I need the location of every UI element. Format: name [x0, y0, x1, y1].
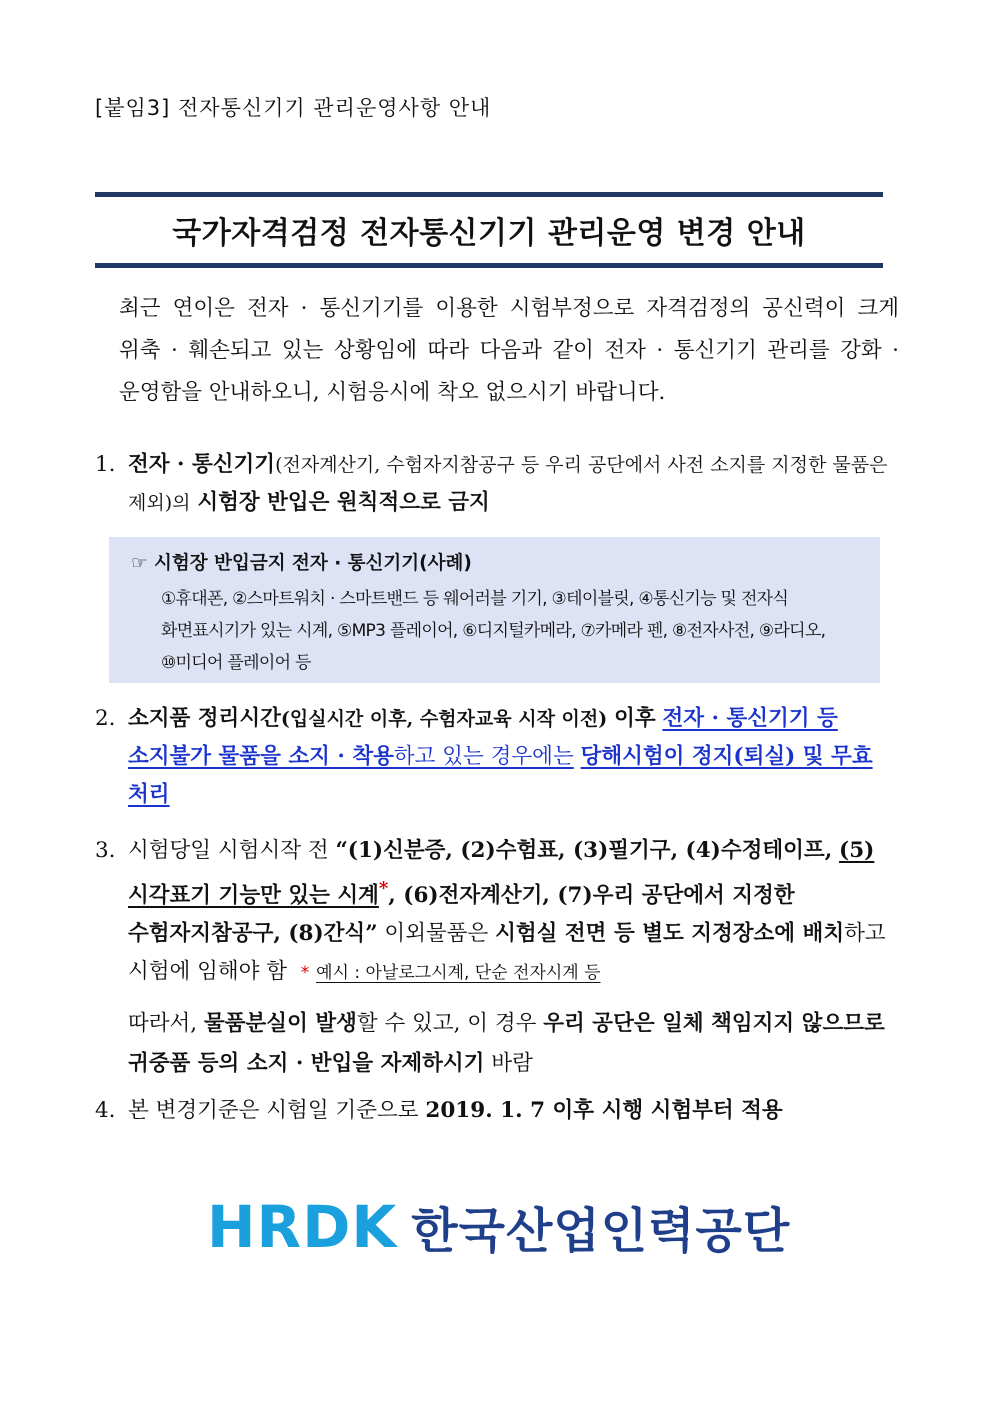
item4-text-a: 본 변경기준은 시험일 기준으로	[128, 1098, 419, 1123]
logo-english: HRDK	[207, 1192, 398, 1261]
item-1	[95, 446, 899, 522]
item3-star: *	[378, 878, 389, 899]
item1-bold-b: 시험장 반입은 원칙적으로 금지	[197, 490, 490, 515]
item-number: 4.	[95, 1098, 116, 1123]
logo-korean: 한국산업인력공단	[411, 1203, 791, 1259]
item-number: 2.	[95, 706, 116, 731]
note-star: *	[300, 963, 310, 984]
item3-p2-b: 할 수 있고, 이 경우	[356, 1011, 537, 1037]
example-box-list: ①휴대폰, ②스마트워치 · 스마트밴드 등 웨어러블 기기, ③테이블릿, ④통신기능 및 전자식 화면표시기가 있는 시계, ⑤MP3 플레이어, ⑥디지털카메라, ⑦카메라 펜, ⑧전자사전, ⑨라디오, ⑩미디어 플레이어 등	[161, 589, 826, 673]
item3-p2-c: 바람	[491, 1051, 533, 1077]
item3-p2-bold-b: 우리 공단은 일체 책임지지 않으므로 귀중품 등의 소지 · 반입을 자제하시기	[128, 1011, 885, 1077]
item1-paren: (전자계산기, 수험자지참공구 등 우리 공단에서 사전 소지를 지정한 물품은 제외)의	[128, 454, 888, 514]
item2-bold-b: 이후	[614, 706, 656, 731]
item1-bold-a: 전자 · 통신기기	[128, 452, 276, 477]
page-title: 국가자격검정 전자통신기기 관리운영 변경 안내	[172, 216, 806, 251]
item3-text-c: 하고 시험에 임해야 함	[128, 921, 886, 985]
item3-p2-a: 따라서,	[128, 1011, 198, 1037]
title-banner	[95, 192, 883, 268]
item-2	[95, 700, 899, 814]
item3-bold-a: “(1)신분증, (2)수험표, (3)필기구, (4)수정테이프,	[335, 838, 833, 863]
item3-note: 예시 : 아날로그시계, 단순 전자시계 등	[316, 963, 601, 984]
item2-blue-c: 당해시험이 정지(퇴실) 및 무효 처리	[128, 744, 873, 807]
item3-bold-c: 시험실 전면 등 별도 지정장소에 배치	[495, 921, 845, 947]
attachment-label: [붙임3] 전자통신기기 관리운영사항 안내	[95, 96, 492, 120]
item3-text-a: 시험당일 시험시작 전	[128, 838, 329, 863]
hrdk-logo	[207, 1192, 790, 1261]
intro-paragraph	[95, 288, 899, 414]
item3-p2-bold-a: 물품분실이 발생	[204, 1011, 357, 1037]
item-number: 3.	[95, 838, 116, 863]
example-box	[109, 537, 880, 683]
item2-bold-a: 소지품 정리시간	[128, 706, 281, 731]
item-4	[95, 1092, 899, 1130]
item2-paren: (입실시간 이후, 수험자교육 시작 이전)	[280, 708, 608, 730]
item3-paragraph-2	[128, 1004, 899, 1084]
intro-text: 최근 연이은 전자 · 통신기기를 이용한 시험부정으로 자격검정의 공신력이 크게 위축 · 훼손되고 있는 상황임에 따라 다음과 같이 전자 · 통신기기 관리를 강화 · 운영함을 안내하오니, 시험응시에 착오 없으시기 바랍니다.	[119, 296, 899, 405]
item3-bold-b: , (6)전자계산기, (7)우리 공단에서 지정한 수험자지참공구, (8)간식”	[128, 883, 795, 947]
item2-blue-b: 하고 있는 경우에는	[393, 744, 574, 769]
item-3	[95, 832, 899, 1084]
item-number: 1.	[95, 452, 116, 477]
example-box-header: ☞ 시험장 반입금지 전자 · 통신기기(사례)	[131, 553, 472, 574]
item3-underlined-watch: (5)시각표기 기능만 있는 시계	[128, 838, 875, 909]
item2-blue-a: 전자 · 통신기기 등 소지불가 물품을 소지 · 착용	[128, 706, 838, 769]
item4-bold-a: 2019. 1. 7 이후 시행 시험부터 적용	[425, 1098, 783, 1123]
item3-text-b: 이외물품은	[384, 921, 489, 947]
